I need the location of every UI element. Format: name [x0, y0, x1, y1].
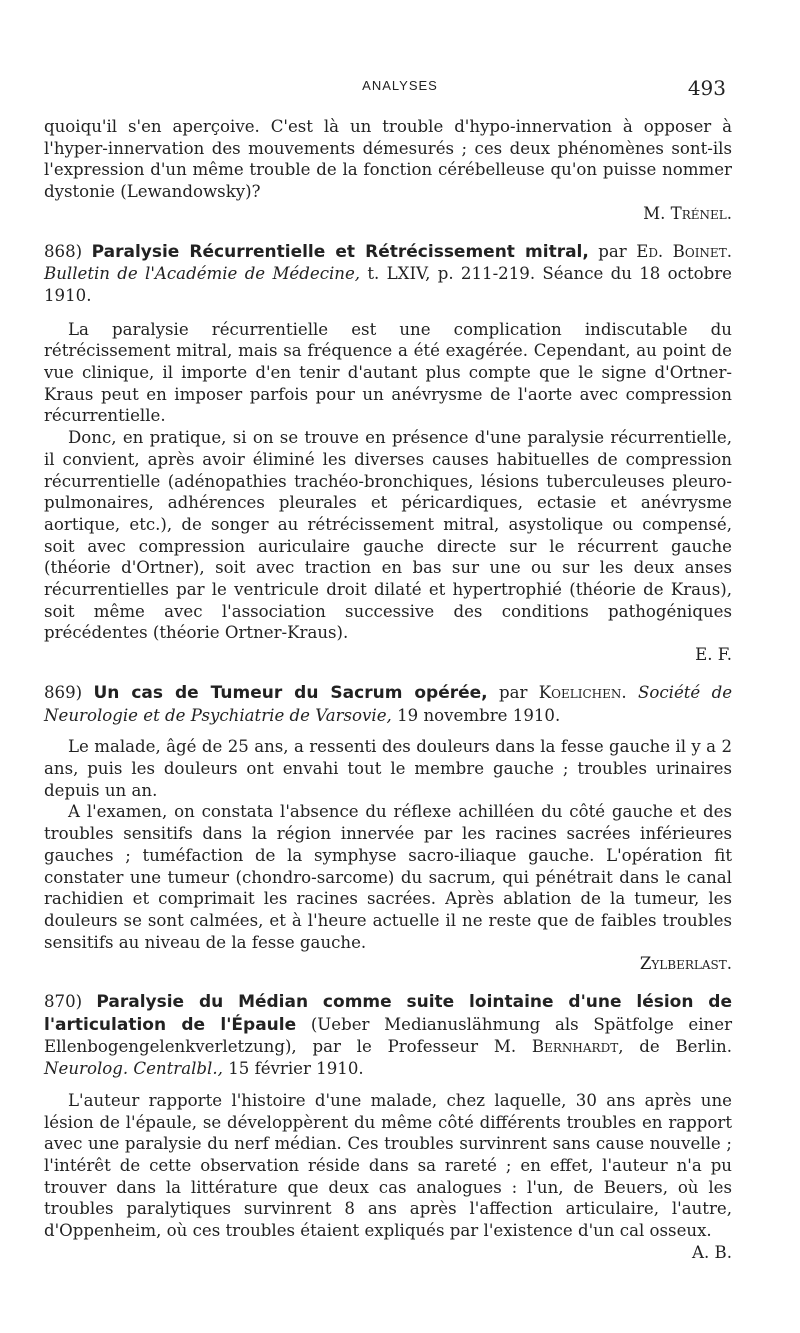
running-head: ANALYSES	[362, 78, 438, 93]
entry-details: 15 février 1910.	[228, 1059, 364, 1079]
signature-ef: E. F.	[695, 645, 732, 665]
signature-zylberlast: Zylberlast.	[639, 954, 732, 974]
signature-trenel: M. Trénel.	[643, 203, 732, 223]
entry-place: de Berlin.	[639, 1037, 732, 1057]
entry-details: t. LXIV, p. 211-219. Séance du 18 octobre 1910.	[44, 264, 732, 305]
entry-870-paragraph-1: L'auteur rapporte l'histoire d'une malade, chez laquelle, 30 ans après une lésion de l'épaule, se développèrent du même côté différents troubles en rapport avec une paralysie du nerf médian. Ces troubles survinrent sans cause nouvelle ; l'intérêt de cette observation réside dans sa rareté ; en effet, l'auteur n'a pu trouver dans la littérature que deux cas analogues : l'un, de Beuers, où les troubles paralytiques survinrent 8 ans après l'affection articulaire, l'autre, d'Oppenheim, où ces troubles étaient expliqués par l'existence d'un cal osseux.	[44, 1090, 732, 1241]
entry-details: 19 novembre 1910.	[397, 705, 561, 725]
continued-paragraph: quoiqu'il s'en aperçoive. C'est là un trouble d'hypo-innervation à opposer à l'hyper-innervation des mouvements démesurés ; ces deux phénomènes sont-ils l'expression d'un même trouble de la fonction cérébelleuse qu'on puisse nommer dystonie (Lewandowsky)?	[44, 117, 732, 202]
entry-source: Neurolog. Centralbl.,	[44, 1059, 223, 1079]
entry-by: par	[598, 241, 627, 261]
entry-869-paragraph-1: Le malade, âgé de 25 ans, a ressenti des douleurs dans la fesse gauche il y a 2 ans, puis les douleurs ont envahi tout le membre gauche ; troubles urinaires depuis un an.	[44, 737, 732, 800]
entry-868-heading	[44, 241, 732, 307]
entry-868	[44, 241, 732, 666]
entry-subtitle: (Ueber Medianuslähmung als Spätfolge einer Ellenbogengelenkverletzung), par le Professeur M.	[44, 1014, 733, 1057]
entry-868-paragraph-2: Donc, en pratique, si on se trouve en présence d'une paralysie récurrentielle, il convient, après avoir éliminé les diverses causes habituelles de compression récurrentielle (adénopathies trachéo-bronchiques, lésions tuberculeuses pleuro-pulmonaires, adhérences pleurales et péricardiques, ectasie et anévrysme aortique, etc.), de songer au rétrécissement mitral, asystolique ou compensé, soit avec compression auriculaire gauche directe sur le récurrent gauche (théorie d'Ortner), soit avec traction en bas sur une ou sur les deux anses récurrentielles par le ventricule droit dilaté et hypertrophié (théorie de Kraus), soit même avec l'association successive des conditions pathogéniques précédentes (théorie Ortner-Kraus).	[44, 428, 732, 643]
entry-869-heading	[44, 682, 732, 726]
entry-870-heading	[44, 991, 732, 1080]
entry-title: Paralysie Récurrentielle et Rétrécissement mitral,	[91, 241, 589, 262]
entry-by: par	[498, 682, 528, 702]
entry-number: 868)	[44, 241, 83, 261]
page-number: 493	[687, 76, 726, 100]
entry-title: Paralysie du Médian comme suite lointaine d'une lésion de l'articulation de l'Épaule	[44, 992, 733, 1035]
entry-source: Bulletin de l'Académie de Médecine,	[44, 264, 361, 284]
page-body	[44, 116, 732, 1263]
entry-source: Société de Neurologie et de Psychiatrie de Varsovie,	[44, 682, 733, 725]
entry-author: Ed. Boinet.	[636, 241, 732, 261]
entry-870	[44, 991, 732, 1263]
entry-869	[44, 682, 732, 975]
entry-author: Bernhardt,	[531, 1037, 624, 1057]
signature-ab: A. B.	[691, 1242, 732, 1262]
entry-869-paragraph-2: A l'examen, on constata l'absence du réflexe achilléen du côté gauche et des troubles sensitifs dans la région innervée par les racines sacrées inférieures gauches ; tuméfaction de la symphyse sacro-iliaque gauche. L'opération fit constater une tumeur (chondro-sarcome) du sacrum, qui pénétrait dans le canal rachidien et comprimait les racines sacrées. Après ablation de la tumeur, les douleurs se sont calmées, et à l'heure actuelle il ne reste que de faibles troubles sensitifs au niveau de la fesse gauche.	[44, 802, 732, 952]
entry-author: Koelichen.	[538, 682, 627, 702]
page-header	[0, 76, 800, 100]
entry-number: 869)	[44, 682, 83, 702]
entry-868-paragraph-1: La paralysie récurrentielle est une complication indiscutable du rétrécissement mitral, mais sa fréquence a été exagérée. Cependant, au point de vue clinique, il importe d'en tenir d'autant plus compte que le signe d'Ortner-Kraus peut en imposer parfois pour un anévrysme de l'aorte avec compression récurrentielle.	[44, 319, 732, 426]
entry-title: Un cas de Tumeur du Sacrum opérée,	[93, 682, 488, 703]
entry-number: 870)	[44, 992, 83, 1012]
